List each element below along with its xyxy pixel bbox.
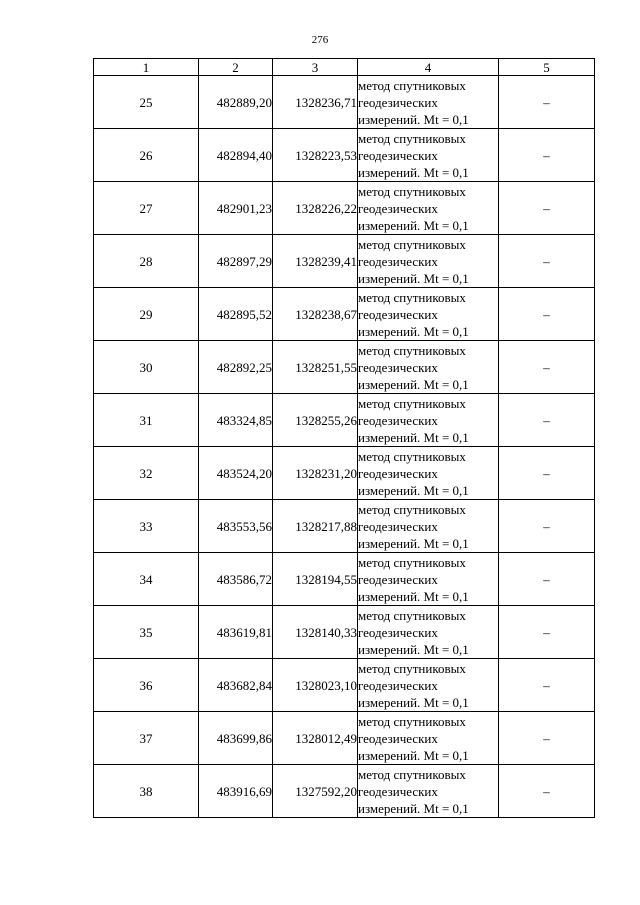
table-header: [94, 59, 595, 76]
method-cell: [358, 341, 499, 394]
header-col-4: 4: [358, 59, 499, 76]
x-coordinate-cell: 483699,86: [199, 712, 273, 765]
point-number-cell: 37: [94, 712, 199, 765]
table-row: [94, 447, 595, 500]
note-cell: –: [499, 235, 595, 288]
table-row: [94, 129, 595, 182]
method-cell: [358, 235, 499, 288]
note-cell: –: [499, 341, 595, 394]
table-row: [94, 500, 595, 553]
method-cell: [358, 76, 499, 129]
method-line: метод спутниковых: [358, 77, 466, 93]
note-cell: –: [499, 659, 595, 712]
x-coordinate-cell: 482895,52: [199, 288, 273, 341]
method-line: метод спутниковых: [358, 342, 466, 358]
x-coordinate-cell: 483324,85: [199, 394, 273, 447]
method-line: метод спутниковых: [358, 448, 466, 464]
x-coordinate-cell: 482892,25: [199, 341, 273, 394]
table-row: [94, 76, 595, 129]
table-row: [94, 288, 595, 341]
point-number-cell: 25: [94, 76, 199, 129]
method-line: геодезических: [358, 677, 438, 693]
x-coordinate-cell: 482894,40: [199, 129, 273, 182]
method-line: геодезических: [358, 783, 438, 799]
point-number-cell: 29: [94, 288, 199, 341]
note-cell: –: [499, 765, 595, 818]
method-line: метод спутниковых: [358, 660, 466, 676]
method-line: геодезических: [358, 465, 438, 481]
method-line: измерений. Mt = 0,1: [358, 535, 469, 551]
note-cell: –: [499, 553, 595, 606]
point-number-cell: 34: [94, 553, 199, 606]
header-row: [94, 59, 595, 76]
x-coordinate-cell: 482901,23: [199, 182, 273, 235]
point-number-cell: 31: [94, 394, 199, 447]
y-coordinate-cell: 1328012,49: [273, 712, 358, 765]
method-line: метод спутниковых: [358, 395, 466, 411]
x-coordinate-cell: 482897,29: [199, 235, 273, 288]
method-cell: [358, 288, 499, 341]
method-cell: [358, 394, 499, 447]
method-line: измерений. Mt = 0,1: [358, 376, 469, 392]
note-cell: –: [499, 129, 595, 182]
table-row: [94, 712, 595, 765]
method-line: измерений. Mt = 0,1: [358, 111, 469, 127]
method-line: метод спутниковых: [358, 554, 466, 570]
method-line: геодезических: [358, 147, 438, 163]
x-coordinate-cell: 483586,72: [199, 553, 273, 606]
point-number-cell: 38: [94, 765, 199, 818]
method-line: измерений. Mt = 0,1: [358, 429, 469, 445]
method-line: измерений. Mt = 0,1: [358, 323, 469, 339]
method-line: геодезических: [358, 518, 438, 534]
point-number-cell: 35: [94, 606, 199, 659]
y-coordinate-cell: 1328223,53: [273, 129, 358, 182]
table-row: [94, 182, 595, 235]
method-line: геодезических: [358, 624, 438, 640]
y-coordinate-cell: 1328238,67: [273, 288, 358, 341]
x-coordinate-cell: 482889,20: [199, 76, 273, 129]
table-row: [94, 606, 595, 659]
method-line: геодезических: [358, 200, 438, 216]
header-col-5: 5: [499, 59, 595, 76]
method-cell: [358, 659, 499, 712]
x-coordinate-cell: 483916,69: [199, 765, 273, 818]
method-line: геодезических: [358, 306, 438, 322]
note-cell: –: [499, 606, 595, 659]
header-col-3: 3: [273, 59, 358, 76]
note-cell: –: [499, 712, 595, 765]
point-number-cell: 28: [94, 235, 199, 288]
table-row: [94, 341, 595, 394]
y-coordinate-cell: 1328236,71: [273, 76, 358, 129]
method-cell: [358, 447, 499, 500]
method-line: метод спутниковых: [358, 130, 466, 146]
note-cell: –: [499, 76, 595, 129]
y-coordinate-cell: 1328226,22: [273, 182, 358, 235]
method-cell: [358, 712, 499, 765]
method-line: метод спутниковых: [358, 713, 466, 729]
table-row: [94, 765, 595, 818]
point-number-cell: 30: [94, 341, 199, 394]
y-coordinate-cell: 1328231,20: [273, 447, 358, 500]
method-line: измерений. Mt = 0,1: [358, 217, 469, 233]
method-line: геодезических: [358, 412, 438, 428]
method-cell: [358, 606, 499, 659]
y-coordinate-cell: 1328140,33: [273, 606, 358, 659]
method-line: измерений. Mt = 0,1: [358, 694, 469, 710]
method-line: геодезических: [358, 730, 438, 746]
header-col-1: 1: [94, 59, 199, 76]
method-line: измерений. Mt = 0,1: [358, 641, 469, 657]
note-cell: –: [499, 447, 595, 500]
point-number-cell: 36: [94, 659, 199, 712]
method-line: измерений. Mt = 0,1: [358, 800, 469, 816]
method-line: геодезических: [358, 359, 438, 375]
y-coordinate-cell: 1328251,55: [273, 341, 358, 394]
method-cell: [358, 500, 499, 553]
x-coordinate-cell: 483553,56: [199, 500, 273, 553]
method-line: измерений. Mt = 0,1: [358, 482, 469, 498]
note-cell: –: [499, 394, 595, 447]
x-coordinate-cell: 483524,20: [199, 447, 273, 500]
method-cell: [358, 553, 499, 606]
y-coordinate-cell: 1328023,10: [273, 659, 358, 712]
table-row: [94, 659, 595, 712]
method-cell: [358, 129, 499, 182]
method-line: геодезических: [358, 253, 438, 269]
method-cell: [358, 765, 499, 818]
note-cell: –: [499, 500, 595, 553]
method-line: измерений. Mt = 0,1: [358, 164, 469, 180]
header-col-2: 2: [199, 59, 273, 76]
method-line: метод спутниковых: [358, 289, 466, 305]
table-row: [94, 553, 595, 606]
note-cell: –: [499, 182, 595, 235]
method-line: метод спутниковых: [358, 766, 466, 782]
x-coordinate-cell: 483682,84: [199, 659, 273, 712]
method-line: измерений. Mt = 0,1: [358, 588, 469, 604]
table-body: [94, 76, 595, 818]
x-coordinate-cell: 483619,81: [199, 606, 273, 659]
y-coordinate-cell: 1328239,41: [273, 235, 358, 288]
table-row: [94, 235, 595, 288]
method-line: геодезических: [358, 571, 438, 587]
method-line: метод спутниковых: [358, 501, 466, 517]
coordinates-table: [93, 58, 595, 818]
method-line: метод спутниковых: [358, 607, 466, 623]
page-number: 276: [311, 34, 329, 46]
method-line: геодезических: [358, 94, 438, 110]
method-cell: [358, 182, 499, 235]
y-coordinate-cell: 1328217,88: [273, 500, 358, 553]
point-number-cell: 26: [94, 129, 199, 182]
method-line: метод спутниковых: [358, 236, 466, 252]
point-number-cell: 32: [94, 447, 199, 500]
y-coordinate-cell: 1328255,26: [273, 394, 358, 447]
table-row: [94, 394, 595, 447]
note-cell: –: [499, 288, 595, 341]
point-number-cell: 27: [94, 182, 199, 235]
method-line: измерений. Mt = 0,1: [358, 747, 469, 763]
method-line: метод спутниковых: [358, 183, 466, 199]
y-coordinate-cell: 1328194,55: [273, 553, 358, 606]
y-coordinate-cell: 1327592,20: [273, 765, 358, 818]
point-number-cell: 33: [94, 500, 199, 553]
method-line: измерений. Mt = 0,1: [358, 270, 469, 286]
